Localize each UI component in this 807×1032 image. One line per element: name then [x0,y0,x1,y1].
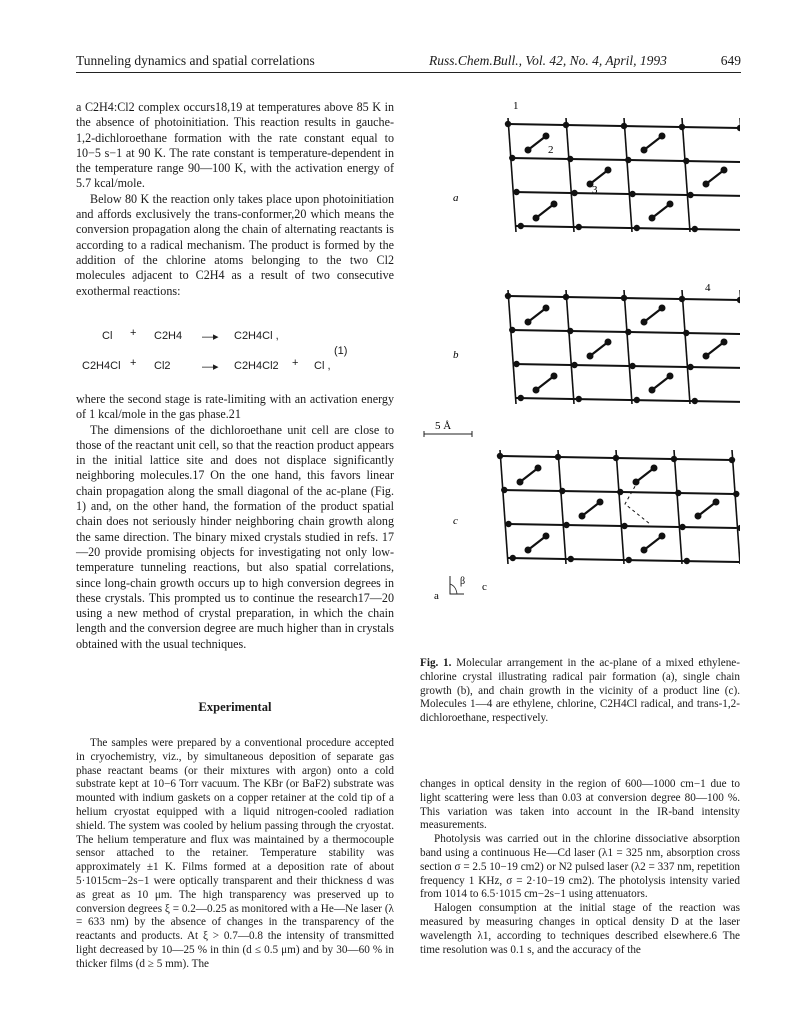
atom-dot [497,453,503,459]
lattice-line [508,118,516,232]
atom-dot [563,122,569,128]
atom-dot [505,293,511,299]
paragraph: changes in optical density in the region of 600—1000 cm−1 due to light scattering were less than 0.03 at conversion degree 80—100 %. This variation was taken into account in the IR-band intensity measurements. [420,778,740,832]
atom-dot [721,339,728,346]
atom-dot [659,133,666,140]
atom-dot [659,305,666,312]
atom-dot [543,133,550,140]
atom-dot [633,479,640,486]
atom-dot [543,305,550,312]
atom-dot [641,547,648,554]
atom-dot [535,465,542,472]
atom-dot [510,555,516,561]
paragraph: Photolysis was carried out in the chlorine dissociative absorption band using a continuous He—Cd laser (λ1 = 325 nm, absorption cross section σ = 2.5 10−19 cm2) or N2 pulsed laser (λ2 = 337 nm, repetition frequency 1 KHz, σ = 2·10−19 cm2). The photolysis intensity varied from 1014 to 6.5·1015 cm−2s−1 using attenuators. [420,833,740,901]
atom-dot [505,121,511,127]
left-column-middle [76,392,394,652]
lattice-line [515,226,740,230]
lattice-diagram [420,96,740,606]
atom-dot [692,398,698,404]
lattice-line [616,450,624,564]
atom-dot [687,192,693,198]
atom-dot [525,547,532,554]
atom-dot [629,191,635,197]
paragraph: Halogen consumption at the initial stage of the reaction was measured by measuring changes in optical density D at the laser wavelength λ1, according to techniques described elsewhere.6 The time resolution was 0.1 s, and the accuracy of the [420,902,740,956]
lattice-line [566,290,574,404]
atom-dot [625,157,631,163]
lattice-line [558,450,566,564]
eq-term: Cl [102,330,113,342]
axis-arc-icon [450,584,457,594]
eq-term: C2H4Cl , [234,330,279,342]
atom-dot [587,353,594,360]
eq-plus: + [130,327,137,339]
atom-dot [597,499,604,506]
atom-dot [684,558,690,564]
lattice-line [624,118,632,232]
figure-caption [420,657,740,726]
atom-dot [605,167,612,174]
atom-dot [518,395,524,401]
atom-dot [509,327,515,333]
atom-dot [513,189,519,195]
atom-dot [679,296,685,302]
atom-dot [721,167,728,174]
atom-dot [525,319,532,326]
atom-dot [513,361,519,367]
atom-dot [621,523,627,529]
eq-term: C2H4Cl2 [234,360,279,372]
atom-dot [517,479,524,486]
paragraph: where the second stage is rate-limiting with an activation energy of 1 kcal/mole in the gas phase.21 [76,392,394,422]
atom-dot [679,524,685,530]
figure-1 [420,96,740,606]
atom-dot [626,557,632,563]
lattice-line [682,118,690,232]
lattice-line [500,450,508,564]
atom-dot [683,330,689,336]
atom-dot [567,156,573,162]
atom-dot [629,363,635,369]
atom-dot [576,224,582,230]
lattice-line [566,118,574,232]
scale-label: 5 Å [435,420,452,432]
lattice-line [682,290,690,404]
lattice-panel-a [505,118,740,233]
eq-plus: + [292,357,299,369]
caption-text: Molecular arrangement in the ac-plane of a mixed ethylene-chlorine crystal illustrating radical pair formation (a), single chain growth (b), and chain growth in the vicinity of a product line (c). Molecules 1—4 are ethylene, chlorine, C2H4Cl radical, and trans-1,2-dichloroethane, respectively. [420,657,740,725]
atom-dot [641,147,648,154]
atom-dot [733,491,739,497]
atom-dot [671,456,677,462]
paragraph: The dimensions of the dichloroethane unit cell are close to those of the reactant unit cell, so that the reaction product appears in the initial lattice site and does not displace significantly neighboring molecules.17 On the one hand, this favors linear chain propagation along the small diagonal of the ac-plane (Fig. 1) and, on the other hand, the formation of the product spatial chain does not seriously hinder neighboring chain growth along the same direction. The binary mixed crystals studied in refs. 17—20 provide promising objects for investigating not only low-temperature tunneling reactions, but also spatial correlations, since long-chain growth occurs up to high conversion degrees in these crystals. This prompted us to continue the research17—20 using a new method of crystal preparation, in which the chain length and the conversion degree are much higher than in crystals obtained with the usual techniques. [76,422,394,651]
equation-number: (1) [334,345,348,357]
eq-arrow: —▸ [202,331,219,343]
atom-dot [621,295,627,301]
atom-dot [737,125,740,131]
atom-dot [649,215,656,222]
atom-dot [703,353,710,360]
atom-dot [634,225,640,231]
equation-1 [82,327,382,380]
atom-dot [568,556,574,562]
atom-dot [567,328,573,334]
caption-label: Fig. 1. [420,657,452,669]
left-column-bottom [76,737,394,972]
atom-dot [649,387,656,394]
molecule-label-4: 4 [705,282,711,294]
header-title: Tunneling dynamics and spatial correlations [76,53,315,68]
panel-label-c: c [453,515,458,527]
eq-term: C2H4 [154,330,183,342]
atom-dot [563,522,569,528]
atom-dot [551,373,558,380]
eq-term: Cl , [314,360,331,372]
lattice-line [674,450,682,564]
eq-plus: + [130,357,137,369]
lattice-panel-c [497,450,740,565]
atom-dot [576,396,582,402]
atom-dot [667,373,674,380]
atom-dot [563,294,569,300]
running-header [76,53,741,73]
header-journal: Russ.Chem.Bull., Vol. 42, No. 4, April, 1993 [429,53,667,68]
atom-dot [509,155,515,161]
atom-dot [675,490,681,496]
atom-dot [579,513,586,520]
atom-dot [551,201,558,208]
atom-dot [571,190,577,196]
atom-dot [687,364,693,370]
atom-dot [679,124,685,130]
atom-dot [533,215,540,222]
atom-dot [571,362,577,368]
atom-dot [617,489,623,495]
atom-dot [667,201,674,208]
molecule-label-1: 1 [513,100,519,112]
page-number: 649 [720,53,741,68]
atom-dot [621,123,627,129]
molecule-label-2: 2 [548,144,554,156]
atom-dot [555,454,561,460]
lattice-line [624,290,632,404]
atom-dot [625,329,631,335]
atom-dot [605,339,612,346]
atom-dot [641,319,648,326]
paragraph: a C2H4:Cl2 complex occurs18,19 at temperatures above 85 K in the absence of photoinitiation. This reaction results in gauche-1,2-dichloroethane formation with the rate constant equal to 10−5 s−1 at 90 K. The rate constant is temperature-dependent in the temperature range 90—100 K, with the activation energy of 5.7 kcal/mole. [76,100,394,191]
atom-dot [651,465,658,472]
atom-dot [543,533,550,540]
atom-dot [634,397,640,403]
radical-pair-connector [625,481,650,524]
atom-dot [525,147,532,154]
atom-dot [533,387,540,394]
molecule-label-3: 3 [592,184,598,196]
atom-dot [613,455,619,461]
lattice-line [732,450,740,564]
header-rule [76,72,741,73]
atom-dot [703,181,710,188]
lattice-line [513,364,740,368]
lattice-panel-b [505,290,740,405]
axis-label-beta: β [460,576,466,587]
atom-dot [683,158,689,164]
atom-dot [505,521,511,527]
lattice-line [508,290,516,404]
atom-dot [713,499,720,506]
eq-arrow: —▸ [202,361,219,373]
section-heading: Experimental [198,700,272,714]
paragraph: The samples were prepared by a conventional procedure accepted in cryochemistry, viz., by simultaneous deposition of separate gas phase reactant beams (or their mixtures with argon) onto a cold substrate kept at 10−6 Torr vacuum. The KBr (or BaF2) substrate was mounted with indium gaskets on a copper retainer at the cold tip of a helium cryostat equipped with a liquid nitrogen-cooled radiation shield. The system was cooled by helium passing through the cryostat. The helium temperature and flux was maintained by a thermocouple sensor attached to the retainer. Temperature stability was approximately ±1 K. Films formed at a deposition rate of about 5·1015cm−2s−1 were optically transparent and their thickness d was as great as 10 μm. The high transparency was preserved up to conversion degrees ξ = 0.2—0.25 as monitored with a He—Ne laser (λ = 633 nm) by the absence of changes in the transparency of the reactants and products. At ξ > 0.7—0.8 the intensity of transmitted light decreased by 10—25 % in thin (d ≤ 0.5 μm) and by 30—60 % in thicker films (d ≥ 5 mm). The [76,737,394,970]
atom-dot [729,457,735,463]
eq-term: Cl2 [154,360,171,372]
axis-label-c: c [482,581,487,593]
atom-dot [737,297,740,303]
atom-dot [501,487,507,493]
atom-dot [518,223,524,229]
lattice-line [515,398,740,402]
atom-dot [659,533,666,540]
left-column-top [76,100,394,299]
panel-label-b: b [453,349,459,361]
paragraph: Below 80 K the reaction only takes place upon photoinitiation and affords exclusively the trans-conformer,20 which means the conversion propagation along the chain of alternating reactants is according to a radical mechanism. The product is formed by the addition of the chlorine atoms belonging to the two Cl2 molecules adjacent to C2H4 as a result of two consecutive exothermal reactions: [76,191,394,298]
lattice-line [513,192,740,196]
atom-dot [695,513,702,520]
panel-label-a: a [453,192,459,204]
axis-label-a: a [434,590,439,602]
atom-dot [692,226,698,232]
atom-dot [559,488,565,494]
eq-term: C2H4Cl [82,360,121,372]
right-column-bottom [420,778,740,957]
